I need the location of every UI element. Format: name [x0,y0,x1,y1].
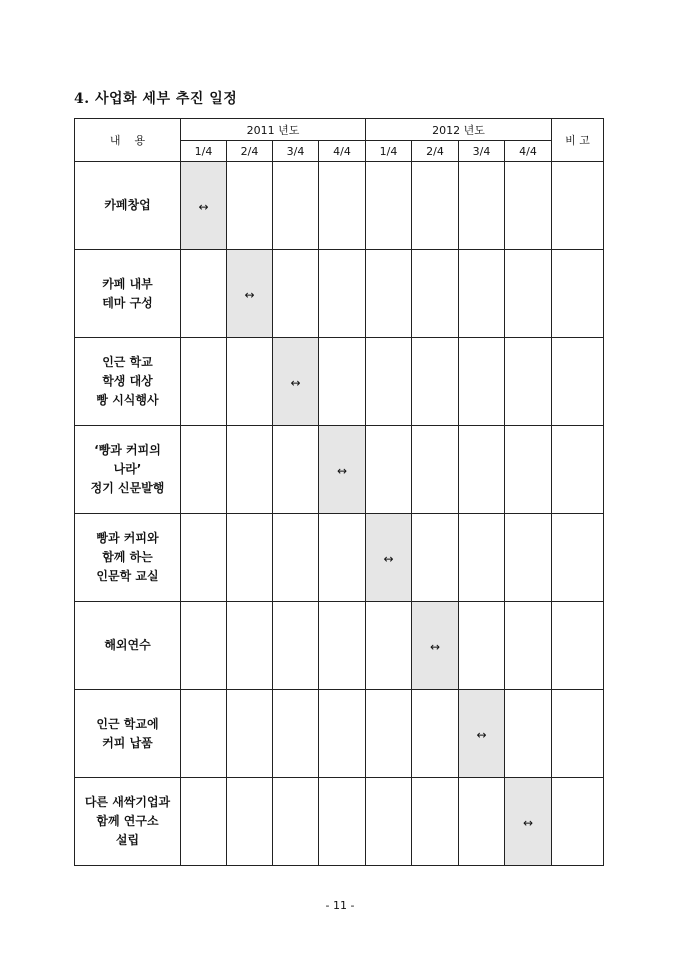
quarter-cell [412,778,459,866]
item-name-line: 설립 [115,833,140,847]
item-name [75,602,181,690]
double-arrow-icon: ↔ [290,376,301,390]
item-name [75,250,181,338]
quarter-cell [366,690,412,778]
item-name-line: 학생 대상 [102,374,153,388]
schedule-row [75,250,604,338]
quarter-cell [505,778,552,866]
quarter-cell [505,514,552,602]
schedule-row [75,690,604,778]
item-name-line: 테마 구성 [102,295,153,310]
item-name [75,778,181,866]
item-name-line: 인근 학교에 [96,716,159,731]
quarter-cell [273,426,319,514]
quarter-cell [181,338,227,426]
remarks-cell [552,338,604,426]
item-name-line: ‘빵과 커피의 [94,443,161,457]
quarter-cell [227,250,273,338]
quarter-cell [319,778,366,866]
quarter-cell [505,690,552,778]
quarter-cell [181,778,227,866]
double-arrow-icon: ↔ [429,640,441,654]
header-quarter: 4/4 [319,141,366,162]
header-year-2012: 2012 년도 [366,119,552,141]
quarter-cell [459,690,505,778]
quarter-cell [505,426,552,514]
remarks-cell [552,690,604,778]
section-title: 4. 사업화 세부 추진 일정 [74,91,238,107]
quarter-cell [181,514,227,602]
quarter-cell [366,602,412,690]
header-quarter: 1/4 [181,141,227,162]
double-arrow-icon: ↔ [244,288,255,302]
item-name-line: 인근 학교 [102,355,153,369]
double-arrow-icon: ↔ [383,552,394,566]
item-name-line: 다른 새싹기업과 [84,795,171,809]
item-name [75,426,181,514]
quarter-cell [459,514,505,602]
header-year-2011: 2011 년도 [181,119,366,141]
item-name-line: 커피 납품 [102,735,153,750]
item-name-line: 함께 연구소 [96,814,159,828]
quarter-cell [505,338,552,426]
header-quarter: 3/4 [459,141,505,162]
remarks-cell [552,602,604,690]
quarter-cell [319,338,366,426]
quarter-cell [227,338,273,426]
quarter-cell [273,514,319,602]
schedule-row [75,602,604,690]
quarter-cell [459,338,505,426]
item-name [75,690,181,778]
double-arrow-icon: ↔ [336,464,348,478]
remarks-cell [552,514,604,602]
quarter-cell [412,162,459,250]
quarter-cell [319,514,366,602]
item-name [75,514,181,602]
quarter-cell [181,426,227,514]
quarter-cell [227,426,273,514]
quarter-cell [319,602,366,690]
quarter-cell [273,338,319,426]
header-content: 내 용 [75,119,181,162]
quarter-cell [459,250,505,338]
schedule-row [75,514,604,602]
quarter-cell [412,690,459,778]
quarter-cell [273,602,319,690]
schedule-table [74,118,604,866]
item-name-line: 정기 신문발행 [90,481,165,495]
quarter-cell [412,250,459,338]
quarter-cell [181,162,227,250]
quarter-cell [366,250,412,338]
quarter-cell [412,338,459,426]
schedule-row [75,778,604,866]
quarter-cell [319,250,366,338]
quarter-cell [505,250,552,338]
item-name-line: 함께 하는 [102,550,153,564]
quarter-cell [505,602,552,690]
quarter-cell [227,162,273,250]
item-name-line: 해외연수 [104,638,151,652]
page-number: - 11 - [325,899,355,912]
schedule-row [75,162,604,250]
quarter-cell [505,162,552,250]
quarter-cell [319,162,366,250]
quarter-cell [459,778,505,866]
quarter-cell [412,514,459,602]
remarks-cell [552,778,604,866]
schedule-row [75,426,604,514]
header-quarter: 1/4 [366,141,412,162]
quarter-cell [181,602,227,690]
quarter-cell [227,690,273,778]
quarter-cell [273,162,319,250]
quarter-cell [366,778,412,866]
quarter-cell [366,338,412,426]
quarter-cell [181,690,227,778]
quarter-cell [459,602,505,690]
quarter-cell [273,250,319,338]
header-quarter: 2/4 [227,141,273,162]
quarter-cell [181,250,227,338]
quarter-cell [412,602,459,690]
quarter-cell [319,690,366,778]
quarter-cell [227,602,273,690]
double-arrow-icon: ↔ [522,816,534,830]
quarter-cell [319,426,366,514]
remarks-cell [552,426,604,514]
schedule-row [75,338,604,426]
header-quarter: 3/4 [273,141,319,162]
double-arrow-icon: ↔ [198,200,209,214]
quarter-cell [366,162,412,250]
quarter-cell [227,778,273,866]
remarks-cell [552,250,604,338]
item-name-line: 카페 내부 [102,276,153,291]
item-name-line: 나라’ [113,462,142,476]
item-name-line: 인문학 교실 [96,569,159,583]
quarter-cell [412,426,459,514]
item-name [75,162,181,250]
double-arrow-icon: ↔ [476,728,487,742]
quarter-cell [459,162,505,250]
quarter-cell [366,426,412,514]
item-name-line: 빵 시식행사 [96,393,159,407]
quarter-cell [459,426,505,514]
item-name [75,338,181,426]
item-name-line: 카페창업 [104,198,151,212]
remarks-cell [552,162,604,250]
item-name-line: 빵과 커피와 [96,531,159,545]
quarter-cell [273,690,319,778]
header-quarter: 2/4 [412,141,459,162]
quarter-cell [227,514,273,602]
header-quarter: 4/4 [505,141,552,162]
quarter-cell [366,514,412,602]
header-remarks: 비 고 [552,119,604,162]
quarter-cell [273,778,319,866]
